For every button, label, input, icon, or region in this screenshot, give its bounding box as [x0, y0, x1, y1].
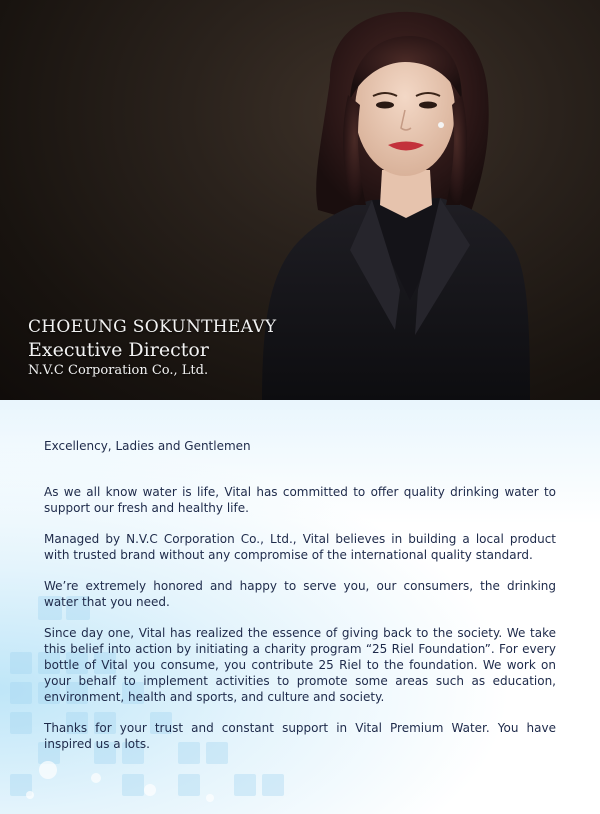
header-photo [0, 0, 600, 400]
paragraph: Managed by N.V.C Corporation Co., Ltd., Vital believes in building a local product with trusted brand without any compromise of the international quality standard. [44, 532, 556, 562]
paragraph: Thanks for your trust and constant support in Vital Premium Water. You have inspired us a lots. [44, 721, 556, 751]
person-name: CHOEUNG SOKUNTHEAVY [28, 317, 277, 337]
person-title: Executive Director [28, 339, 209, 361]
paragraph: As we all know water is life, Vital has committed to offer quality drinking water to support our fresh and healthy life. [44, 485, 556, 515]
name-block [28, 316, 276, 380]
letter-text [44, 438, 556, 767]
company-name: N.V.C Corporation Co., Ltd. [28, 363, 209, 378]
paragraph: We’re extremely honored and happy to serve you, our consumers, the drinking water that you need. [44, 579, 556, 609]
greeting: Excellency, Ladies and Gentlemen [44, 439, 251, 453]
paragraph: Since day one, Vital has realized the essence of giving back to the society. We take this belief into action by initiating a charity program “25 Riel Foundation”. For every bottle of Vital you consume, you contribute 25 Riel to the foundation. We work on your behalf to implement activities to promote some areas such as education, environment, health and sports, and culture and society. [44, 626, 556, 704]
letter-body [0, 400, 600, 814]
